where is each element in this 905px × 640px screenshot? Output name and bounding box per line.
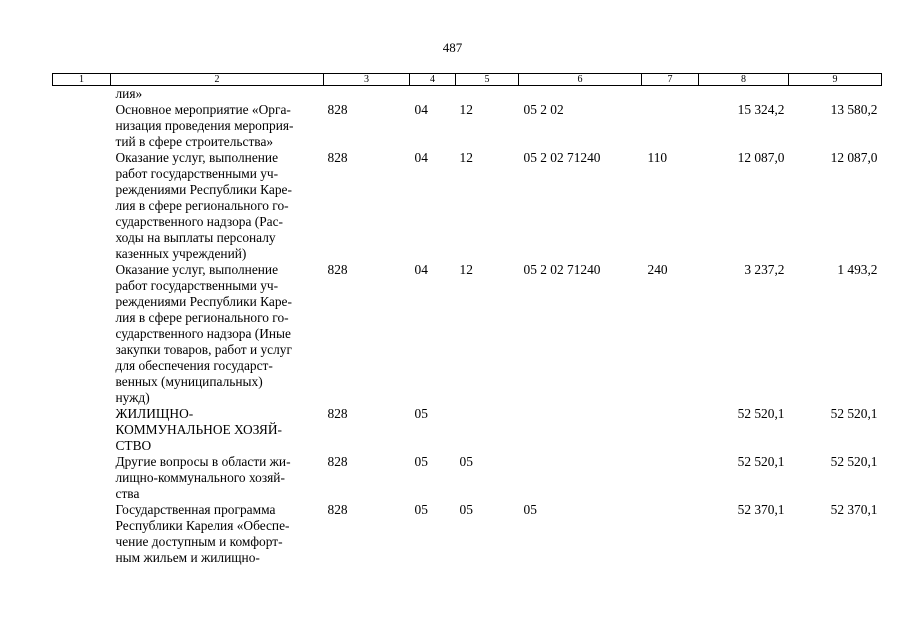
target-article-cell: [519, 406, 642, 454]
section-cell: 05: [414, 454, 428, 469]
expense-type-cell: [642, 86, 699, 103]
subsection-cell: 12: [459, 150, 473, 165]
target-article-cell: 05 2 02: [523, 102, 564, 117]
row-number-cell: [53, 406, 111, 454]
item-name-cell: Оказание услуг, выполнение работ государственными уч- реждениями Республики Каре- лия в сфере регионального го- сударственного надзора (Иные закупки товаров, работ и услуг для обеспечения государст- венных (муниципальных) нужд): [115, 262, 292, 405]
table-row: [53, 406, 882, 454]
amount-cell-1: 52 520,1: [737, 406, 785, 421]
row-number-cell: [53, 454, 111, 502]
table-row: [53, 502, 882, 566]
code-cell: 828: [327, 406, 348, 421]
item-name-cell: Государственная программа Республики Карелия «Обеспе- чение доступным и комфорт- ным жильем и жилищно-: [115, 502, 290, 565]
item-name-cell: Другие вопросы в области жи- лищно-коммунального хозяй- ства: [115, 454, 291, 501]
amount-cell-1: 52 370,1: [737, 502, 785, 517]
table-row: [53, 454, 882, 502]
expense-type-cell: [642, 454, 699, 502]
amount-cell-1: [699, 86, 789, 103]
row-number-cell: [53, 86, 111, 103]
row-number-cell: [53, 102, 111, 150]
column-header: 3: [324, 74, 410, 86]
item-name-cell: Основное мероприятие «Орга- низация проведения мероприя- тий в сфере строительства»: [115, 102, 294, 149]
table-header-row: [53, 74, 882, 86]
amount-cell-1: 15 324,2: [737, 102, 785, 117]
target-article-cell: [519, 454, 642, 502]
column-header: 1: [53, 74, 111, 86]
amount-cell-1: 12 087,0: [737, 150, 785, 165]
expense-type-cell: 110: [647, 150, 668, 165]
budget-table: [52, 73, 882, 566]
item-name-cell: Оказание услуг, выполнение работ государственными уч- реждениями Республики Каре- лия в сфере регионального го- сударственного надзора (Рас- ходы на выплаты персоналу казенных учреждений): [115, 150, 292, 261]
amount-cell-1: 3 237,2: [744, 262, 785, 277]
amount-cell-2: 52 370,1: [830, 502, 878, 517]
amount-cell-1: 52 520,1: [737, 454, 785, 469]
table-row: [53, 150, 882, 262]
expense-type-cell: [642, 502, 699, 566]
column-header: 5: [456, 74, 519, 86]
table-row: [53, 102, 882, 150]
expense-type-cell: [642, 102, 699, 150]
target-article-cell: 05 2 02 71240: [523, 150, 601, 165]
column-header: 8: [699, 74, 789, 86]
row-number-cell: [53, 150, 111, 262]
column-header: 4: [410, 74, 456, 86]
section-cell: 04: [414, 150, 428, 165]
section-cell: 04: [414, 262, 428, 277]
section-cell: 04: [414, 102, 428, 117]
item-name-cell: лия»: [115, 86, 143, 101]
section-cell: 05: [414, 502, 428, 517]
amount-cell-2: [789, 86, 882, 103]
expense-type-cell: [642, 406, 699, 454]
code-cell: 828: [327, 150, 348, 165]
subsection-cell: [456, 406, 519, 454]
row-number-cell: [53, 502, 111, 566]
subsection-cell: 12: [459, 262, 473, 277]
column-header: 2: [111, 74, 324, 86]
code-cell: 828: [327, 102, 348, 117]
subsection-cell: 05: [459, 454, 473, 469]
target-article-cell: 05 2 02 71240: [523, 262, 601, 277]
page-number: 487: [442, 40, 463, 55]
target-article-cell: [519, 86, 642, 103]
row-number-cell: [53, 262, 111, 406]
column-header: 9: [789, 74, 882, 86]
subsection-cell: [456, 86, 519, 103]
section-cell: [410, 86, 456, 103]
column-header: 7: [642, 74, 699, 86]
item-name-cell: ЖИЛИЩНО- КОММУНАЛЬНОЕ ХОЗЯЙ- СТВО: [115, 406, 282, 453]
amount-cell-2: 52 520,1: [830, 454, 878, 469]
column-header: 6: [519, 74, 642, 86]
table-row: [53, 86, 882, 103]
target-article-cell: 05: [523, 502, 537, 517]
amount-cell-2: 52 520,1: [830, 406, 878, 421]
amount-cell-2: 12 087,0: [830, 150, 878, 165]
amount-cell-2: 13 580,2: [830, 102, 878, 117]
subsection-cell: 12: [459, 102, 473, 117]
section-cell: 05: [414, 406, 428, 421]
table-row: [53, 262, 882, 406]
expense-type-cell: 240: [647, 262, 668, 277]
code-cell: 828: [327, 262, 348, 277]
code-cell: 828: [327, 502, 348, 517]
subsection-cell: 05: [459, 502, 473, 517]
code-cell: [324, 86, 410, 103]
code-cell: 828: [327, 454, 348, 469]
amount-cell-2: 1 493,2: [837, 262, 878, 277]
